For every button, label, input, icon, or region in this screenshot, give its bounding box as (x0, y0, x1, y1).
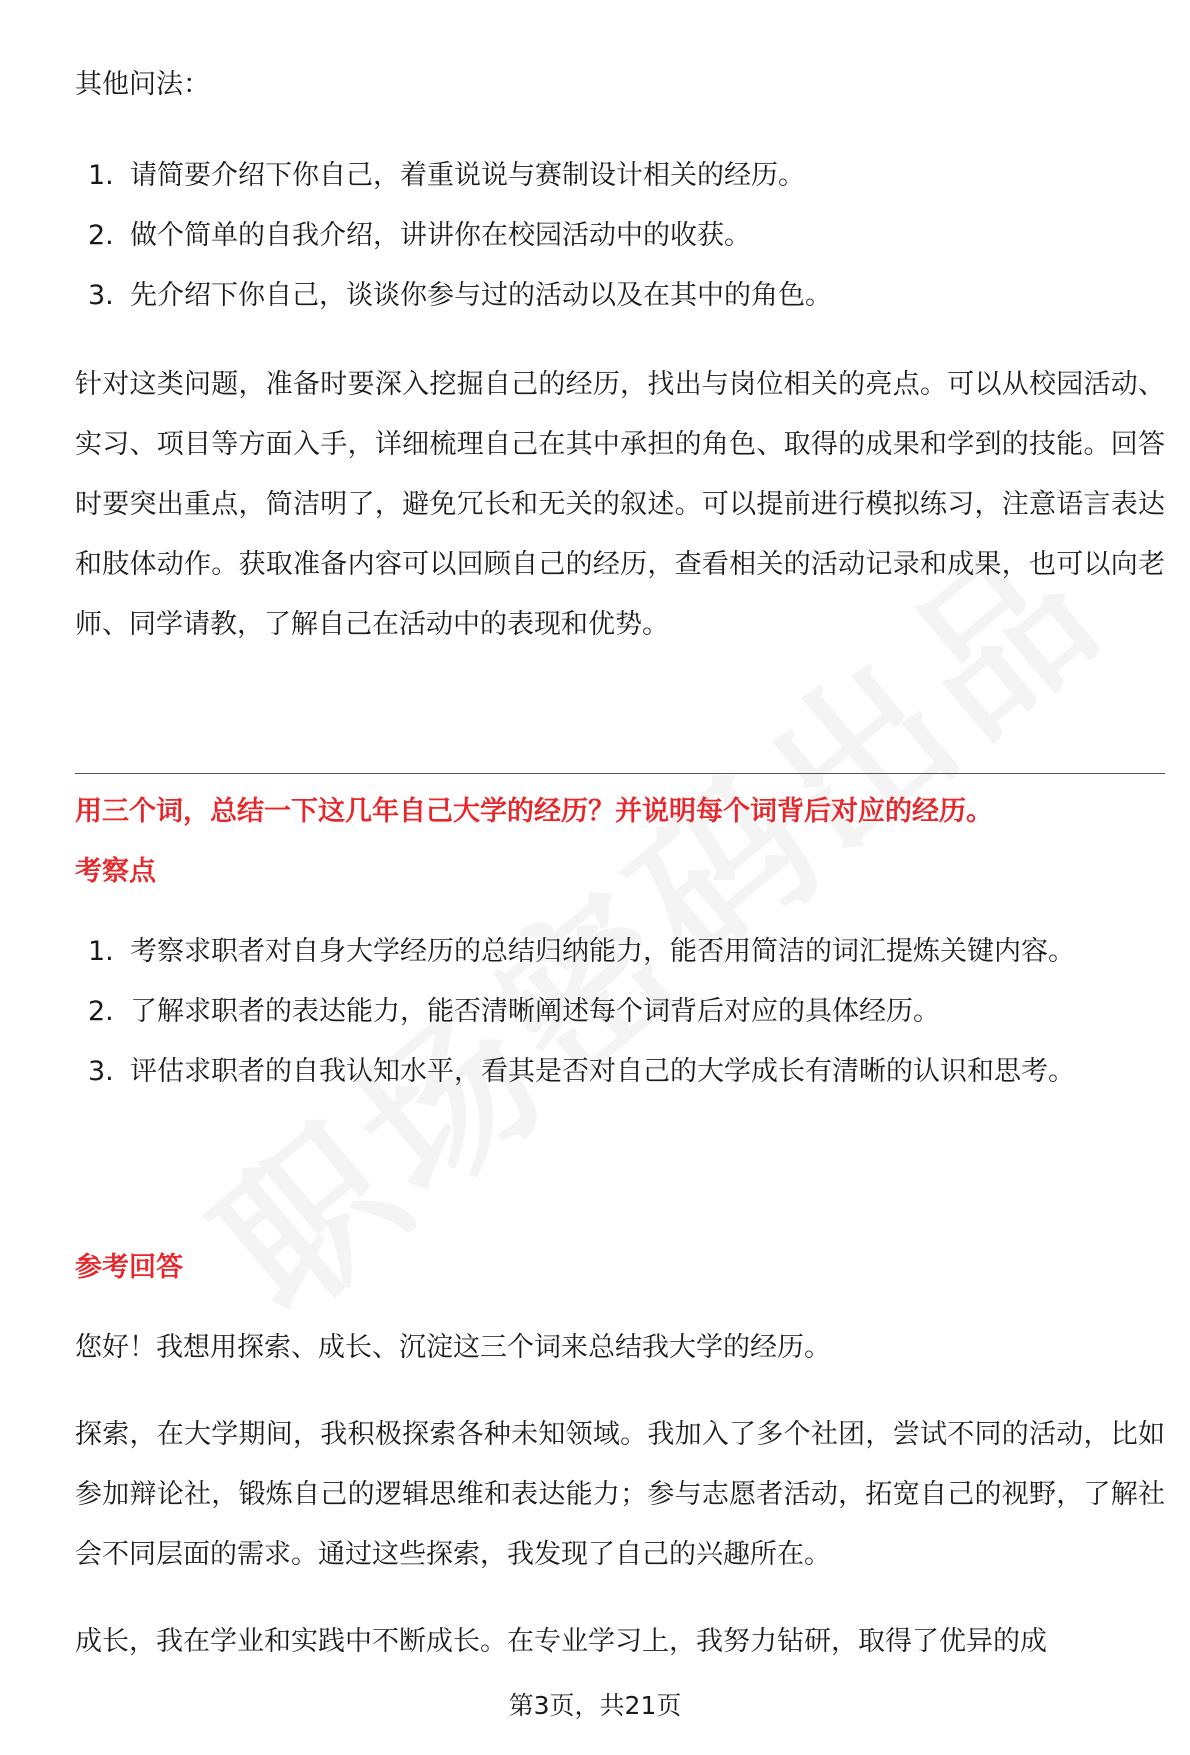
other-questions-list (75, 146, 1165, 326)
answer-heading: 参考回答 (75, 1252, 183, 1283)
focus-points-list (75, 922, 1165, 1102)
list-text: 做个简单的自我介绍，讲讲你在校园活动中的收获。 (130, 220, 751, 251)
list-item (75, 206, 1165, 266)
answer-paragraph: 成长，我在学业和实践中不断成长。在专业学习上，我努力钻研，取得了优异的成 (75, 1626, 1047, 1657)
focus-heading: 考察点 (75, 856, 156, 887)
list-number: 1. (88, 160, 114, 191)
list-text: 先介绍下你自己，谈谈你参与过的活动以及在其中的角色。 (130, 280, 832, 311)
list-number: 1. (88, 936, 114, 967)
list-number: 3. (88, 1056, 114, 1087)
intro-label: 其他问法： (75, 69, 210, 100)
advice-paragraph: 针对这类问题，准备时要深入挖掘自己的经历，找出与岗位相关的亮点。可以从校园活动、实习、项目等方面入手，详细梳理自己在其中承担的角色、取得的成果和学到的技能。回答时要突出重点，简洁明了，避免冗长和无关的叙述。可以提前进行模拟练习，注意语言表达和肢体动作。获取准备内容可以回顾自己的经历，查看相关的活动记录和成果，也可以向老师、同学请教，了解自己在活动中的表现和优势。 (75, 369, 1165, 640)
page-number: 第3页，共21页 (508, 1691, 682, 1720)
list-number: 2. (88, 220, 114, 251)
list-item (75, 1042, 1165, 1102)
answer-paragraph: 探索，在大学期间，我积极探索各种未知领域。我加入了多个社团，尝试不同的活动，比如参加辩论社，锻炼自己的逻辑思维和表达能力；参与志愿者活动，拓宽自己的视野，了解社会不同层面的需求。通过这些探索，我发现了自己的兴趣所在。 (75, 1419, 1165, 1570)
list-item (75, 266, 1165, 326)
list-item (75, 922, 1165, 982)
list-text: 了解求职者的表达能力，能否清晰阐述每个词背后对应的具体经历。 (130, 996, 940, 1027)
list-number: 3. (88, 280, 114, 311)
section-divider (75, 773, 1165, 774)
list-text: 请简要介绍下你自己，着重说说与赛制设计相关的经历。 (130, 160, 805, 191)
question-heading: 用三个词，总结一下这几年自己大学的经历？并说明每个词背后对应的经历。 (75, 796, 993, 827)
list-item (75, 146, 1165, 206)
answer-paragraph: 您好！我想用探索、成长、沉淀这三个词来总结我大学的经历。 (75, 1332, 831, 1363)
list-text: 考察求职者对自身大学经历的总结归纳能力，能否用简洁的词汇提炼关键内容。 (130, 936, 1075, 967)
list-text: 评估求职者的自我认知水平，看其是否对自己的大学成长有清晰的认识和思考。 (130, 1056, 1075, 1087)
list-number: 2. (88, 996, 114, 1027)
list-item (75, 982, 1165, 1042)
